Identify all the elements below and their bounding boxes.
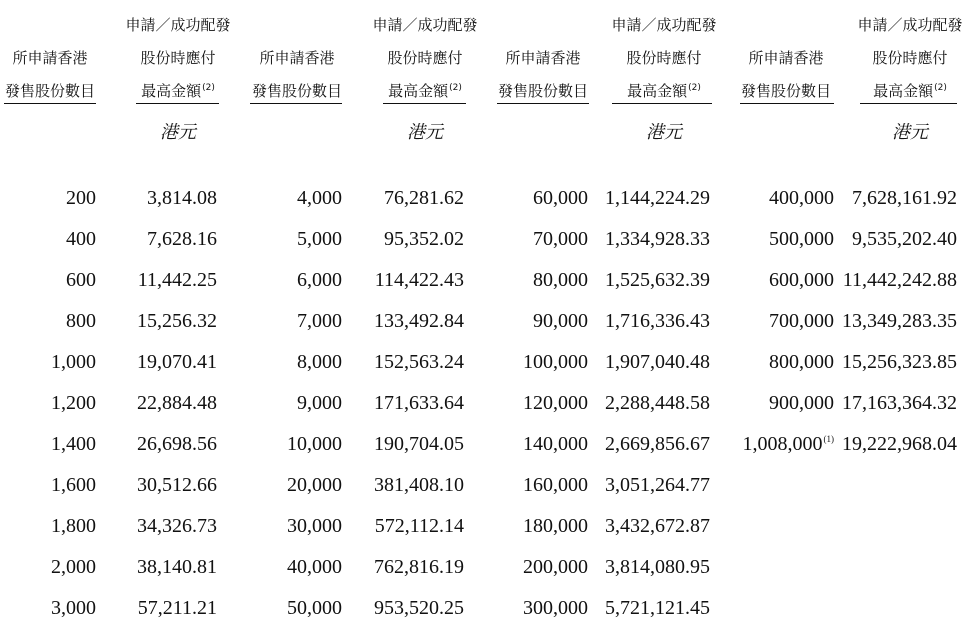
amount-cell: 9,535,202.40 xyxy=(852,228,957,250)
shares-value: 800,000 xyxy=(769,351,834,373)
shares-header-rule xyxy=(497,103,589,104)
shares-value: 70,000 xyxy=(533,228,588,250)
currency-unit: 港元 xyxy=(892,122,928,143)
amount-cell: 7,628.16 xyxy=(147,228,217,250)
amount-header-line1: 申請／成功配發 xyxy=(372,16,478,34)
amount-cell: 38,140.81 xyxy=(137,556,217,578)
amount-header-line3 xyxy=(710,80,968,101)
amount-cell: 152,563.24 xyxy=(374,351,464,373)
amount-cell: 3,051,264.77 xyxy=(605,474,710,496)
shares-value: 1,600 xyxy=(51,474,96,496)
shares-value: 10,000 xyxy=(287,433,342,455)
currency-unit: 港元 xyxy=(160,122,196,143)
amount-cell: 26,698.56 xyxy=(137,433,217,455)
amount-cell: 1,144,224.29 xyxy=(605,187,710,209)
amount-cell: 1,334,928.33 xyxy=(605,228,710,250)
amount-cell: 190,704.05 xyxy=(374,433,464,455)
shares-header-line2: 發售股份數目 xyxy=(740,82,831,100)
amount-cell: 34,326.73 xyxy=(137,515,217,537)
amount-cell: 11,442,242.88 xyxy=(842,269,957,291)
shares-value: 3,000 xyxy=(51,597,96,619)
shares-value: 9,000 xyxy=(297,392,342,414)
shares-header-line2: 發售股份數目 xyxy=(497,82,588,100)
shares-value: 1,008,000 xyxy=(742,433,823,455)
shares-header-line1: 所申請香港 xyxy=(505,49,581,67)
amount-header-text: 最高金額 xyxy=(388,82,449,100)
shares-value: 8,000 xyxy=(297,351,342,373)
amount-cell: 572,112.14 xyxy=(374,515,464,537)
amount-cell: 19,222,968.04 xyxy=(842,433,957,455)
amount-cell: 762,816.19 xyxy=(374,556,464,578)
amount-cell: 171,633.64 xyxy=(374,392,464,414)
shares-value: 5,000 xyxy=(297,228,342,250)
shares-value: 600,000 xyxy=(769,269,834,291)
amount-cell: 1,716,336.43 xyxy=(605,310,710,332)
shares-header-line1: 所申請香港 xyxy=(12,49,88,67)
shares-value: 2,000 xyxy=(51,556,96,578)
amount-header-line1: 申請／成功配發 xyxy=(611,16,717,34)
shares-value: 200 xyxy=(66,187,96,209)
amount-cell: 13,349,283.35 xyxy=(842,310,957,332)
shares-value: 80,000 xyxy=(533,269,588,291)
shares-value: 120,000 xyxy=(523,392,588,414)
amount-cell: 11,442.25 xyxy=(137,269,217,291)
amount-header-line2: 股份時應付 xyxy=(140,49,216,67)
footnote-marker: (2) xyxy=(934,83,947,93)
amount-cell: 953,520.25 xyxy=(374,597,464,619)
amount-header-text: 最高金額 xyxy=(873,82,934,100)
shares-value: 1,400 xyxy=(51,433,96,455)
shares-value: 90,000 xyxy=(533,310,588,332)
currency-unit: 港元 xyxy=(646,122,682,143)
shares-value: 60,000 xyxy=(533,187,588,209)
shares-value: 20,000 xyxy=(287,474,342,496)
shares-header-line1: 所申請香港 xyxy=(748,49,824,67)
amount-header-line2: 股份時應付 xyxy=(626,49,702,67)
shares-value: 600 xyxy=(66,269,96,291)
amount-cell: 114,422.43 xyxy=(374,269,464,291)
amount-cell: 17,163,364.32 xyxy=(842,392,957,414)
currency-unit: 港元 xyxy=(407,122,443,143)
shares-header-rule xyxy=(740,103,834,104)
shares-value: 700,000 xyxy=(769,310,834,332)
footnote-marker: (2) xyxy=(202,83,215,93)
shares-value: 100,000 xyxy=(523,351,588,373)
shares-value: 140,000 xyxy=(523,433,588,455)
amount-header-text: 最高金額 xyxy=(627,82,688,100)
amount-cell: 76,281.62 xyxy=(384,187,464,209)
amount-header-line2: 股份時應付 xyxy=(872,49,948,67)
shares-value: 1,000 xyxy=(51,351,96,373)
amount-cell: 95,352.02 xyxy=(384,228,464,250)
amount-cell: 1,525,632.39 xyxy=(605,269,710,291)
footnote-marker: (2) xyxy=(449,83,462,93)
amount-cell: 133,492.84 xyxy=(374,310,464,332)
amount-cell: 381,408.10 xyxy=(374,474,464,496)
shares-value: 200,000 xyxy=(523,556,588,578)
shares-value: 40,000 xyxy=(287,556,342,578)
amount-header-line2: 股份時應付 xyxy=(387,49,463,67)
amount-header-rule xyxy=(860,103,957,104)
amount-header-line1: 申請／成功配發 xyxy=(125,16,231,34)
shares-value: 160,000 xyxy=(523,474,588,496)
amount-cell: 7,628,161.92 xyxy=(852,187,957,209)
shares-value: 6,000 xyxy=(297,269,342,291)
shares-value: 1,200 xyxy=(51,392,96,414)
amount-cell: 15,256.32 xyxy=(137,310,217,332)
shares-value: 800 xyxy=(66,310,96,332)
shares-header-rule xyxy=(4,103,96,104)
shares-value: 300,000 xyxy=(523,597,588,619)
shares-value: 50,000 xyxy=(287,597,342,619)
shares-value: 7,000 xyxy=(297,310,342,332)
amount-header-text: 最高金額 xyxy=(141,82,202,100)
amount-cell: 22,884.48 xyxy=(137,392,217,414)
shares-value: 180,000 xyxy=(523,515,588,537)
shares-value: 900,000 xyxy=(769,392,834,414)
shares-value: 1,800 xyxy=(51,515,96,537)
amount-cell: 15,256,323.85 xyxy=(842,351,957,373)
amount-cell: 3,814.08 xyxy=(147,187,217,209)
footnote-marker: (1) xyxy=(823,434,834,445)
amount-cell: 1,907,040.48 xyxy=(605,351,710,373)
amount-cell: 2,669,856.67 xyxy=(605,433,710,455)
shares-value: 400,000 xyxy=(769,187,834,209)
shares-header-line2: 發售股份數目 xyxy=(4,82,95,100)
amount-cell: 3,432,672.87 xyxy=(605,515,710,537)
amount-cell: 2,288,448.58 xyxy=(605,392,710,414)
footnote-marker: (2) xyxy=(688,83,701,93)
amount-header-line1: 申請／成功配發 xyxy=(857,16,963,34)
shares-header-rule xyxy=(250,103,342,104)
amount-cell: 19,070.41 xyxy=(137,351,217,373)
amount-cell: 5,721,121.45 xyxy=(605,597,710,619)
shares-value: 400 xyxy=(66,228,96,250)
shares-header-line2: 發售股份數目 xyxy=(251,82,342,100)
amount-cell: 30,512.66 xyxy=(137,474,217,496)
shares-value: 4,000 xyxy=(297,187,342,209)
amount-cell: 57,211.21 xyxy=(137,597,217,619)
shares-value: 30,000 xyxy=(287,515,342,537)
shares-value: 500,000 xyxy=(769,228,834,250)
shares-header-line1: 所申請香港 xyxy=(259,49,335,67)
amount-cell: 3,814,080.95 xyxy=(605,556,710,578)
